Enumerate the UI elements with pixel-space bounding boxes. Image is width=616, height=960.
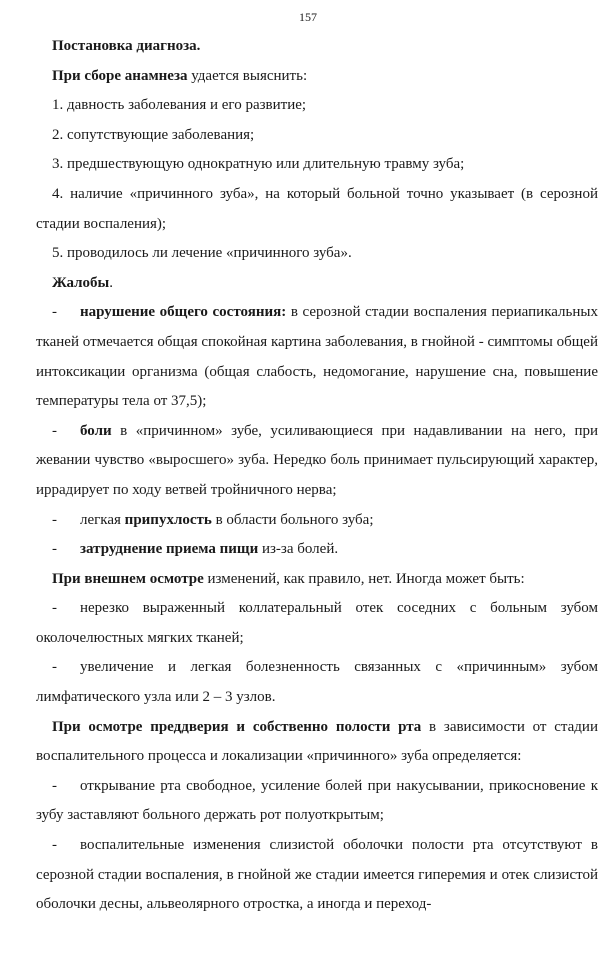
external-item-text: увеличение и легкая болезненность связанных с «причинным» зубом лимфатического узла или 2 – 3 узлов. xyxy=(36,659,598,706)
complaint-bold: боли xyxy=(80,422,112,439)
anamnesis-item-3: 3. предшествующую однократную или длительную травму зуба; xyxy=(52,156,465,173)
list-dash: - xyxy=(52,541,57,558)
anamnesis-item-1: 1. давность заболевания и его развитие; xyxy=(52,97,307,114)
oral-lead-text: в зависимости от стадии воспалительного процесса и локализации «причинного» зуба определяется: xyxy=(36,718,598,765)
complaint-bold: затруднение приема пищи xyxy=(80,541,259,558)
anamnesis-item-4: 4. наличие «причинного зуба», на который больной точно указывает (в серозной стадии воспаления); xyxy=(36,185,598,232)
complaint-text: в области больного зуба; xyxy=(211,511,374,528)
list-dash: - xyxy=(52,600,57,617)
oral-item-mucosa xyxy=(36,831,598,920)
oral-lead-bold: При осмотре преддверия и собственно полости рта xyxy=(52,718,422,735)
complaints-heading-bold: Жалобы xyxy=(52,274,110,291)
complaint-item-eating xyxy=(36,535,598,565)
oral-item-text: открывание рта свободное, усиление болей при накусывании, прикосновение к зубу заставляют больного держать рот полуоткрытым; xyxy=(36,777,598,824)
complaint-text: из-за болей. xyxy=(258,541,339,558)
anamnesis-item-2: 2. сопутствующие заболевания; xyxy=(52,126,255,143)
external-item-text: нерезко выраженный коллатеральный отек соседних с больным зубом околочелюстных мягких тканей; xyxy=(36,600,598,646)
list-dash: - xyxy=(52,422,57,439)
anamnesis-item-5: 5. проводилось ли лечение «причинного зуба». xyxy=(52,245,352,262)
external-lead xyxy=(36,565,598,595)
external-lead-bold: При внешнем осмотре xyxy=(52,570,204,587)
complaint-text: в «причинном» зубе, усиливающиеся при надавливании на него, при жевании чувство «выросшего» зуба. Нередко боль принимает пульсирующий характер, иррадирует по ходу ветвей тройничного нерва; xyxy=(36,422,598,498)
complaints-heading-dot: . xyxy=(109,274,113,291)
anamnesis-lead-bold: При сборе анамнеза xyxy=(52,67,188,84)
complaint-bold: нарушение общего состояния: xyxy=(80,304,287,321)
list-dash: - xyxy=(52,511,57,528)
external-lead-text: изменений, как правило, нет. Иногда может быть: xyxy=(203,570,525,587)
complaint-pre: легкая xyxy=(80,511,125,528)
anamnesis-lead-text: удается выяснить: xyxy=(187,67,308,84)
oral-lead xyxy=(36,713,598,772)
complaint-item-general xyxy=(36,298,598,416)
list-dash: - xyxy=(52,659,57,676)
oral-item-mouth-opening xyxy=(36,772,598,831)
list-dash: - xyxy=(52,304,57,321)
complaint-item-pain xyxy=(36,417,598,506)
external-item-edema xyxy=(36,594,598,653)
external-item-lymph xyxy=(36,653,598,712)
complaint-item-swelling xyxy=(36,506,598,536)
complaints-heading xyxy=(36,269,598,299)
oral-item-text: воспалительные изменения слизистой оболочки полости рта отсутствуют в серозной стадии воспаления, в гнойной же стадии имеется гиперемия и отек слизистой оболочки десны, альвеолярного отростка, а иногда и переход- xyxy=(36,837,598,913)
page-number: 157 xyxy=(299,10,317,24)
complaint-text: в серозной стадии воспаления периапикальных тканей отмечается общая спокойная картина заболевания, в гнойной - симптомы общей интоксикации организма (общая слабость, недомогание, нарушение сна, повышение температуры тела от 37,5); xyxy=(36,304,598,410)
list-dash: - xyxy=(52,777,57,794)
list-dash: - xyxy=(52,837,57,854)
section-heading: Постановка диагноза. xyxy=(52,38,201,54)
complaint-bold: припухлость xyxy=(124,511,212,528)
page-content xyxy=(36,32,598,920)
anamnesis-lead xyxy=(36,62,598,92)
